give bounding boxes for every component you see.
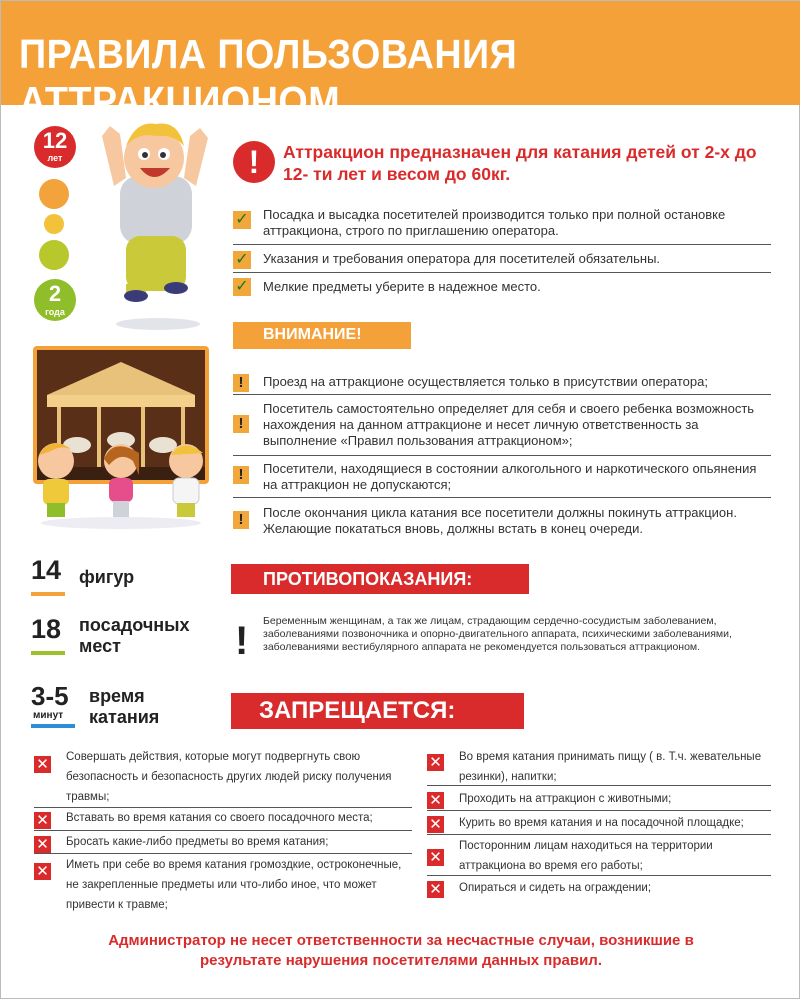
exclamation-box-icon: ! xyxy=(233,466,249,484)
header-banner xyxy=(1,1,800,124)
age-dot-2 xyxy=(44,214,64,234)
attention-item: После окончания цикла катания все посетители должны покинуть аттракцион. Желающие покататься вновь, должны встать в конец очереди. xyxy=(263,505,737,536)
forbidden-item: Во время катания принимать пищу ( в. Т.ч. жевательные резинки), напитки; xyxy=(459,751,762,783)
age-bottom-badge xyxy=(34,279,76,321)
ride-time-unit: минут xyxy=(33,710,64,721)
cross-box-icon: ✕ xyxy=(427,849,444,866)
ride-time-label-2: катания xyxy=(89,707,160,727)
disclaimer-note: Администратор не несет ответственности за несчастные случаи, возникшие в результате нарушения посетителями данных правил. xyxy=(108,932,694,969)
forbidden-heading-bar xyxy=(231,693,524,729)
seats-label-2: мест xyxy=(79,636,121,656)
forbidden-item: Проходить на аттракцион с животными; xyxy=(459,793,672,805)
cross-box-icon: ✕ xyxy=(427,792,444,809)
age-bottom-unit: года xyxy=(45,307,65,317)
exclamation-box-icon: ! xyxy=(233,374,249,392)
cross-box-icon: ✕ xyxy=(427,754,444,771)
figures-underline xyxy=(31,592,65,596)
attention-divider xyxy=(233,455,771,456)
attention-item: Посетители, находящиеся в состоянии алкогольного и наркотического опьянения на аттракцион не допускаются; xyxy=(263,461,757,492)
jumping-boy-illustration xyxy=(96,116,216,336)
contraindications-exclamation-icon: ! xyxy=(235,619,249,663)
ride-time-label-1: время xyxy=(89,686,145,706)
forbidden-heading: ЗАПРЕЩАЕТСЯ: xyxy=(259,697,456,724)
page-title: ПРАВИЛА ПОЛЬЗОВАНИЯ АТТРАКЦИОНОМ xyxy=(19,31,518,124)
figures-label: фигур xyxy=(79,567,135,587)
attention-item: Проезд на аттракционе осуществляется только в присутствии оператора; xyxy=(263,374,708,389)
age-top-value: 12 xyxy=(42,128,68,153)
age-dot-1 xyxy=(39,179,69,209)
forbidden-divider xyxy=(427,875,771,876)
cross-box-icon: ✕ xyxy=(34,812,51,829)
contraindications-heading: ПРОТИВОПОКАЗАНИЯ: xyxy=(263,569,473,589)
forbidden-divider xyxy=(34,853,412,854)
happy-kids-illustration xyxy=(21,431,221,531)
purpose-statement: Аттракцион предназначен для катания детей от 2-х до 12- ти лет и весом до 60кг. xyxy=(283,142,757,184)
ride-time: 3-5 xyxy=(31,681,69,711)
forbidden-item: Совершать действия, которые могут подвергнуть свою безопасность и безопасность других людей риску получения травмы; xyxy=(66,751,392,803)
attention-item: Посетитель самостоятельно определяет для себя и своего ребенка возможность нахождения на данном аттракционе и несет личную ответственность за выполнение «Правил пользования аттракционом»; xyxy=(263,401,755,448)
age-bottom-value: 2 xyxy=(48,281,62,306)
forbidden-divider xyxy=(427,810,771,811)
exclamation-box-icon: ! xyxy=(233,415,249,433)
forbidden-item: Вставать во время катания со своего посадочного места; xyxy=(66,812,373,824)
cross-box-icon: ✕ xyxy=(34,863,51,880)
figures-count: 14 xyxy=(31,555,62,585)
checkmark-icon: ✓ xyxy=(233,211,251,229)
rule-text: Посадка и высадка посетителей производится только при полной остановке аттракциона, строго по приглашению оператора. xyxy=(263,207,726,238)
cross-box-icon: ✕ xyxy=(427,881,444,898)
rule-text: Мелкие предметы уберите в надежное место. xyxy=(263,279,541,294)
forbidden-item: Курить во время катания и на посадочной площадке; xyxy=(459,817,744,829)
contraindications-heading-bar xyxy=(231,564,529,594)
checkmark-icon: ✓ xyxy=(233,278,251,296)
rule-divider xyxy=(233,244,771,245)
cross-box-icon: ✕ xyxy=(427,816,444,833)
age-top-unit: лет xyxy=(47,153,63,163)
forbidden-divider xyxy=(427,834,771,835)
age-dot-3 xyxy=(39,240,69,270)
forbidden-divider xyxy=(34,830,412,831)
forbidden-item: Опираться и сидеть на ограждении; xyxy=(459,882,652,894)
contraindications-text: Беременным женщинам, а так же лицам, страдающим сердечно-сосудистым заболеванием, заболеваниями позвоночника и опорно-двигательного аппарата, психическими заболеваниями, заболеваниями вестибулярного аппарата не рекомендуется пользоваться аттракционом. xyxy=(263,615,732,653)
attention-divider xyxy=(233,394,771,395)
forbidden-divider xyxy=(427,785,771,786)
rule-divider xyxy=(233,272,771,273)
attention-divider xyxy=(233,497,771,498)
ride-time-underline xyxy=(31,724,75,728)
age-top-badge xyxy=(34,126,76,168)
rule-text: Указания и требования оператора для посетителей обязательны. xyxy=(263,251,661,266)
forbidden-item: Бросать какие-либо предметы во время катания; xyxy=(66,836,329,848)
forbidden-item: Иметь при себе во время катания громоздкие, остроконечные, не закрепленные предметы или что-либо иное, что может привести к травме; xyxy=(66,859,402,911)
seats-count: 18 xyxy=(31,614,62,644)
seats-underline xyxy=(31,651,65,655)
attention-heading-bar xyxy=(233,322,411,349)
warning-exclamation-icon: ! xyxy=(233,141,275,183)
attention-heading: ВНИМАНИЕ! xyxy=(263,326,362,343)
cross-box-icon: ✕ xyxy=(34,836,51,853)
exclamation-box-icon: ! xyxy=(233,511,249,529)
forbidden-item: Посторонним лицам находиться на территории аттракциона во время его работы; xyxy=(459,840,713,872)
checkmark-icon: ✓ xyxy=(233,251,251,269)
seats-label-1: посадочных xyxy=(79,615,190,635)
cross-box-icon: ✕ xyxy=(34,756,51,773)
